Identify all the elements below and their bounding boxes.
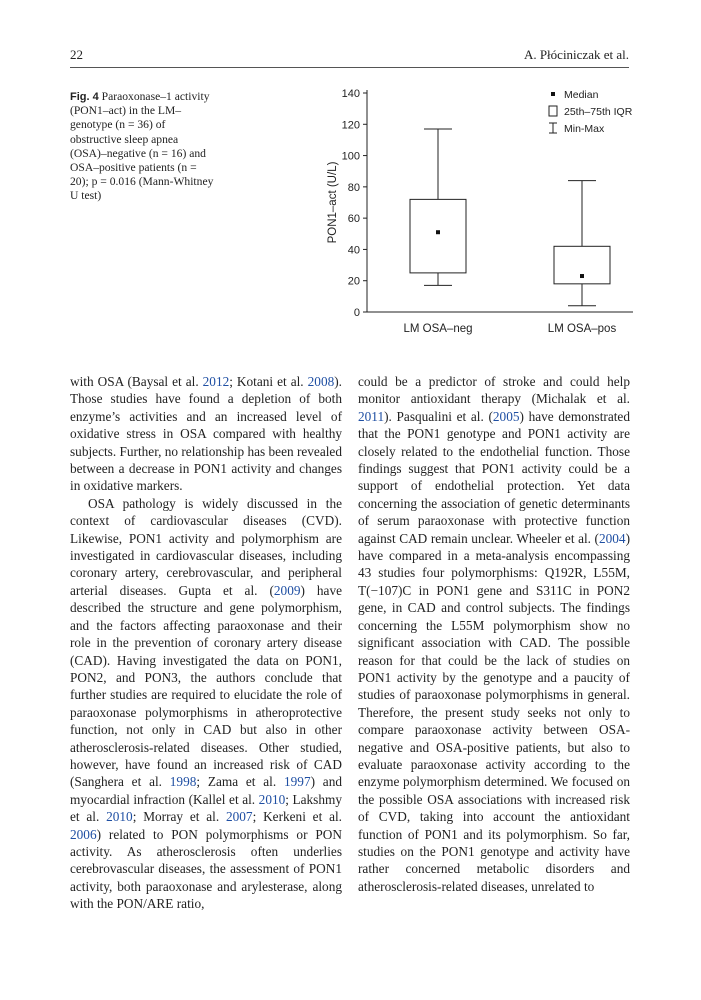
- page-number: 22: [70, 47, 83, 62]
- citation-year[interactable]: 2010: [106, 809, 133, 825]
- legend-iqr-marker: [549, 106, 557, 116]
- figure-label: Fig. 4: [70, 91, 99, 103]
- y-tick-label: 140: [341, 88, 360, 100]
- header-rule: [70, 67, 629, 68]
- paragraph: OSA pathology is widely discussed in the context of cardiovascular diseases (CVD). Likewise, PON1 activity and polymorphism are investigated in cardiovascular diseases, including coronary artery, cerebrovascular, and peripheral arterial diseases. Gupta et al. (2009) have described the structure and gene polymorphism, and the factors affecting paraoxonase and their role in the prevention of coronary artery disease (CAD). Having investigated the data on PON1, PON2, and PON3, the authors conclude that further studies are required to elucidate the role of paraoxonase polymorphisms in atheroprotective function, not only in CAD but also in other atherosclerosis-related diseases. Other studied, however, have found an increased risk of CAD (Sanghera et al. 1998; Zama et al. 1997) and myocardial infraction (Kallel et al. 2010; Lakshmy et al. 2010; Morray et al. 2007; Kerkeni et al. 2006) related to PON polymorphisms or PON activity. As atherosclerosis often underlies cerebrovascular diseases, the assessment of PON1 activity, both paraoxonase and arylesterase, along with the PON/ARE ratio,: [70, 495, 343, 912]
- citation-year[interactable]: 2009: [273, 582, 301, 598]
- iqr-box: [554, 246, 610, 284]
- y-axis-label: PON1–act (U/L): [327, 161, 339, 244]
- citation-year[interactable]: 1998: [169, 774, 197, 790]
- legend-median-marker: [551, 92, 555, 96]
- median-marker: [436, 230, 440, 234]
- paragraph: could be a predictor of stroke and could help monitor antioxidant therapy (Michalak et al. 2011). Pasqualini et al. (2005) have demonstrated that the PON1 genotype and PON1 activity are closely related to the endothelial function. Those findings suggest that PON1 activity could be a support of endothelial protection. Yet data concerning the association of genetic determinants of serum paraoxonase with protective function against CAD remain unclear. Wheeler et al. (2004) have compared in a meta-analysis encompassing 43 studies four polymorphisms: Q192R, L55M, T(−107)C in PON1 gene and S311C in PON2 gene, in CAD and control subjects. The findings concerning the L55M polymorphism show no significant association with CAD. The possible reason for that could be the lack of studies on PON1 activity by the genotype and a paucity of studies of paraoxonase polymorphisms in general. Therefore, the present study seeks not only to compare paraoxonase activity between OSA-negative and OSA-positive patients, but also to evaluate paraoxonase activity according to the enzyme polymorphism determined. We focused on the possible OSA associations with increased risk of CVD, taking into account the antioxidant function of PON1 and its polymorphism. So far, studies on the PON1 genotype and activity have rather concerned metabolic disorders and atherosclerosis-related diseases, unrelated to: [358, 374, 630, 894]
- legend-label: 25th–75th IQR: [564, 106, 633, 118]
- y-tick-label: 120: [341, 119, 360, 132]
- boxplot-chart: [315, 78, 645, 343]
- left-text-column: [70, 373, 342, 913]
- citation-year[interactable]: 2005: [492, 408, 520, 424]
- citation-year[interactable]: 2010: [258, 791, 286, 807]
- legend-label: Min-Max: [564, 123, 605, 135]
- y-tick-label: 60: [347, 213, 360, 226]
- y-tick-label: 40: [347, 244, 360, 257]
- citation-year[interactable]: 2012: [202, 374, 230, 389]
- right-text-column: [358, 373, 630, 895]
- running-header-authors: A. Płóciniczak et al.: [523, 47, 629, 62]
- citation-year[interactable]: 2004: [598, 530, 626, 546]
- citation-year[interactable]: 2008: [307, 374, 335, 389]
- citation-year[interactable]: 2011: [358, 408, 385, 424]
- figure-caption: [70, 90, 216, 204]
- citation-year[interactable]: 1997: [284, 774, 311, 790]
- figure-caption-text: Paraoxonase–1 activity (PON1–act) in the LM–genotype (n = 36) of obstructive sleep apnea (OSA)–negative (n = 16) and OSA–positive patients (n = 20); p = 0.016 (Mann-Whitney U test): [70, 90, 214, 203]
- x-category-label: LM OSA–neg: [403, 323, 473, 335]
- citation-year[interactable]: 2006: [70, 826, 97, 842]
- y-tick-label: 100: [341, 150, 360, 163]
- x-category-label: LM OSA–pos: [547, 323, 617, 335]
- paragraph: with OSA (Baysal et al. 2012; Kotani et al. 2008). Those studies have found a depletion of both enzyme’s activities and an increased level of oxidative stress in OSA compared with healthy subjects. Further, no relationship has been revealed between a decrease in PON1 activity and changes in oxidative markers.: [70, 374, 342, 494]
- y-tick-label: 0: [353, 307, 360, 319]
- median-marker: [580, 274, 584, 278]
- citation-year[interactable]: 2007: [225, 809, 253, 825]
- y-tick-label: 20: [347, 275, 360, 288]
- y-tick-label: 80: [347, 181, 360, 194]
- legend-label: Median: [564, 89, 599, 101]
- iqr-box: [410, 199, 466, 273]
